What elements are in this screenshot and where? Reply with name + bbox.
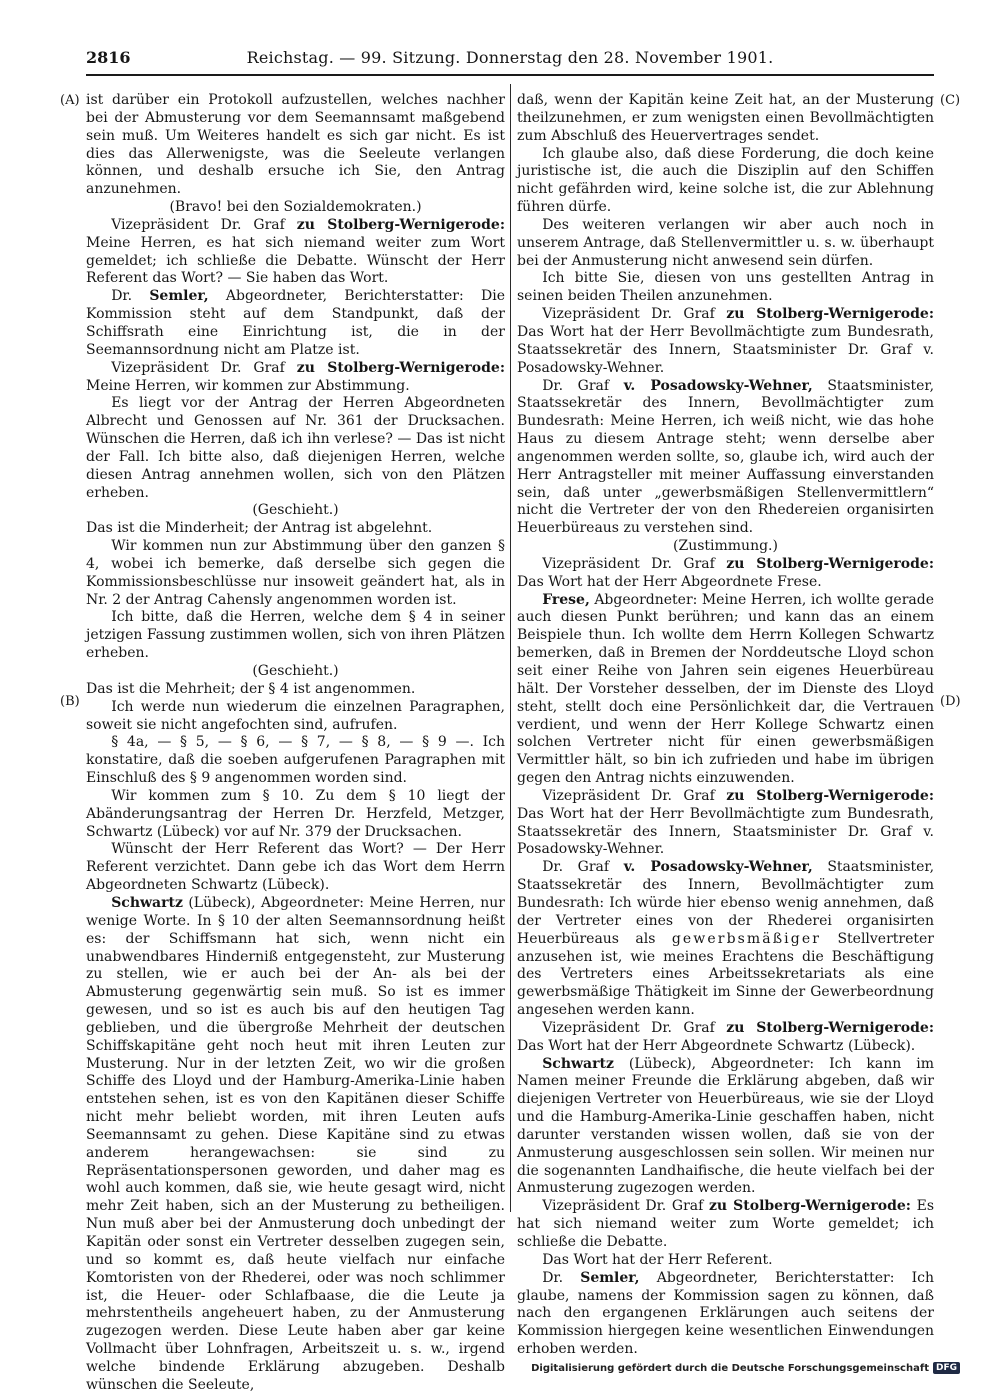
speaker-title: Vizepräsident Dr. Graf <box>111 216 297 233</box>
speech-text: Es hat sich niemand weiter zum Worte gemeldet; ich schließe die Debatte. <box>517 1198 935 1250</box>
margin-mark-b: (B) <box>60 694 80 709</box>
right-column <box>517 92 934 1359</box>
margin-mark-c: (C) <box>940 93 961 108</box>
speaker-name: v. Posadowsky-Wehner, <box>623 377 813 394</box>
speech-text: Das Wort hat der Herr Abgeordnete Schwartz (Lübeck). <box>517 1037 916 1054</box>
speaker-title: Vizepräsident Dr. Graf <box>542 787 727 804</box>
speaker-title: Dr. Graf <box>542 859 624 876</box>
paragraph: Es liegt vor der Antrag der Herren Abgeordneten Albrecht und Genossen auf Nr. 361 der Drucksachen. Wünschen die Herren, daß ich ihn verlese? — Das ist nicht der Fall. Ich bitte also, daß diejenigen Herren, welche diesen Antrag annehmen wollen, sich von den Plätzen erheben. <box>86 395 505 501</box>
speaker-paragraph <box>517 592 934 788</box>
running-head: Reichstag. — 99. Sitzung. Donnerstag den 28. November 1901. <box>246 48 774 67</box>
speaker-title: Vizepräsident Dr. Graf <box>542 1019 727 1036</box>
speaker-paragraph <box>517 1198 934 1252</box>
speech-text: Staatsminister, Staatssekretär des Innern, Bevollmächtigter zum Bundesrath: Meine Herren, ich weiß nicht, wie das hohe Haus zu diesem Antrage steht; wenn derselbe aber angenommen werden sollte, so, glaube ich, wird auch der Herr Antragsteller mit meiner Auffassung einverstanden sein, daß unter „gewerbsmäßigen Stellenvermittlern“ nicht die Vertreter der von den Rhedereien organisirten Heuerbüreaus zu verstehen sind. <box>517 377 935 537</box>
paragraph: Das ist die Mehrheit; der § 4 ist angenommen. <box>86 680 416 697</box>
footer-credit-text: Digitalisierung gefördert durch die Deutsche Forschungsgemeinschaft <box>531 1362 929 1374</box>
speaker-name: zu Stolberg-Wernigerode: <box>296 216 506 233</box>
speaker-title: Vizepräsident Dr. Graf <box>111 359 297 376</box>
speaker-paragraph <box>517 788 934 859</box>
paragraph: Wünscht der Herr Referent das Wort? — Der Herr Referent verzichtet. Dann gebe ich das Wort dem Herrn Abgeordneten Schwartz (Lübeck). <box>86 841 505 894</box>
speaker-paragraph <box>86 360 505 396</box>
page-number: 2816 <box>86 48 131 67</box>
speaker-name: Semler, <box>149 288 209 305</box>
speaker-name: zu Stolberg-Wernigerode: <box>726 306 935 323</box>
stage-direction: (Geschieht.) <box>252 502 339 519</box>
speech-text: Staatsminister, Staatssekretär des Innern, Bevollmächtigter zum Bundesrath: Ich würde hier ebenso wenig annehmen, daß der Vertreter eines von der Rhederei organisirten Heuerbüreaus als <box>517 859 935 947</box>
paragraph: Wir kommen zum § 10. Zu dem § 10 liegt der Abänderungsantrag der Herren Dr. Herzfeld, Metzger, Schwartz (Lübeck) vor auf Nr. 379 der Drucksachen. <box>86 787 505 840</box>
speaker-title: Dr. <box>542 1269 581 1286</box>
paragraph: Des weiteren verlangen wir aber auch noch in unserem Antrage, daß Stellenvermittler u. s. w. überhaupt bei der Anmusterung nicht anwesend sein dürfen. <box>517 216 934 269</box>
margin-mark-a: (A) <box>60 93 80 108</box>
speaker-name: v. Posadowsky-Wehner, <box>623 859 813 876</box>
stage-direction: (Bravo! bei den Sozialdemokraten.) <box>169 199 422 216</box>
paragraph: Das Wort hat der Herr Referent. <box>542 1251 773 1268</box>
column-divider <box>510 84 511 1212</box>
speaker-name: zu Stolberg-Wernigerode: <box>726 787 935 804</box>
speaker-paragraph <box>86 288 505 359</box>
paragraph: Ich bitte Sie, diesen von uns gestellten Antrag in seinen beiden Theilen anzunehmen. <box>517 270 934 305</box>
stage-direction: (Zustimmung.) <box>673 538 778 555</box>
speech-text: (Lübeck), Abgeordneter: Meine Herren, nur wenige Worte. In § 10 der alten Seemannsordnung heißt es: der Schiffsmann hat sich, wenn nicht ein unabwendbares Hinderniß entgegensteht, zur Musterung zu stellen, wie er auch bei der An- als bei der Abmusterung gegenwärtig sein muß. So ist es immer gewesen, und so ist es auch bis auf den heutigen Tag geblieben, und die übergroße Mehrheit der deutschen Schiffskapitäne geht noch heut mit ihren Leuten zur Musterung. Nur in der letzten Zeit, wo wir die großen Schiffe des Lloyd und der Hamburg-Amerika-Linie haben entstehen sehen, ist es von den Kapitänen dieser Schiffe nicht mehr beliebt worden, mit ihren Leuten aufs Seemannsamt zu gehen. Diese Kapitäne sind zu etwas anderem herangewachsen: sie sind zu Repräsentationspersonen geworden, und daher mag es wohl auch kommen, daß sie, wie heute gesagt wird, nicht mehr Zeit haben, sich an der Musterung zu betheiligen. Nun muß aber bei der Anmusterung doch unbedingt der Kapitän oder sonst ein Vertreter desselben zugegen sein, und so kommt es, daß heute vielfach nur einfache Komtoristen von der Rhederei, oder was noch schlimmer ist, die Heuer- oder Schlafbaase, die die Leute ja mehrstentheils angeheuert haben, zu der Anmusterung zugezogen werden. Diese Leute haben aber gar keine Vollmacht über Lohnfragen, Arbeitszeit u. s. w., irgend welche bindende Erklärung abzugeben. Deshalb wünschen die Seeleute, <box>86 894 505 1393</box>
speech-text: Das Wort hat der Herr Abgeordnete Frese. <box>517 573 822 590</box>
speaker-title: Vizepräsident Dr. Graf <box>542 555 727 572</box>
speaker-paragraph <box>517 1056 934 1199</box>
paragraph: daß, wenn der Kapitän keine Zeit hat, an der Musterung theilzunehmen, er zum wenigsten einen Bevollmächtigten zum Abschluß des Heuervertrages sendet. <box>517 92 934 144</box>
speaker-name: Frese, <box>542 591 590 608</box>
emphasized-word: gewerbsmäßiger <box>671 930 822 947</box>
speaker-title: Dr. Graf <box>542 377 624 394</box>
speech-text: Stellvertreter anzusehen ist, wie meines Erachtens die Beschäftigung des Vertreters eines Arbeitssekretariats als eine gewerbsmäßige Thätigkeit im Sinne der Gewerbeordnung angesehen werden kann. <box>517 930 934 1019</box>
left-column <box>86 92 505 1395</box>
speaker-paragraph <box>517 378 934 539</box>
speaker-name: zu Stolberg-Wernigerode: <box>726 555 935 572</box>
speech-text: Abgeordneter, Berichterstatter: Ich glaube, namens der Kommission sagen zu können, daß nach den ergangenen Erklärungen auch seitens der Kommission hiergegen keine wesentlichen Einwendungen erhoben werden. <box>517 1269 935 1358</box>
speech-text: Das Wort hat der Herr Bevollmächtigte zum Bundesrath, Staatssekretär des Innern, Staatsminister Dr. Graf v. Posadowsky-Wehner. <box>517 805 934 858</box>
stage-direction: (Geschieht.) <box>252 663 339 679</box>
paragraph: Ich bitte, daß die Herren, welche dem § 4 in seiner jetzigen Fassung zustimmen wollen, sich von ihren Plätzen erheben. <box>86 609 505 662</box>
margin-mark-d: (D) <box>940 694 961 709</box>
speaker-paragraph <box>517 556 934 592</box>
page-header <box>86 44 934 76</box>
footer-credit <box>531 1362 960 1374</box>
speaker-paragraph <box>86 895 505 1395</box>
paragraph: Ich werde nun wiederum die einzelnen Paragraphen, soweit sie nicht angefochten sind, aufrufen. <box>86 698 505 733</box>
paragraph: Wir kommen nun zur Abstimmung über den ganzen § 4, wobei ich bemerke, daß derselbe sich gegen die Kommissionsbeschlüsse nur insoweit geändert hat, als in Nr. 2 der Antrag Cahensly angenommen worden ist. <box>86 538 505 608</box>
speaker-name: zu Stolberg-Wernigerode: <box>296 359 506 376</box>
speaker-name: Schwartz <box>542 1055 614 1072</box>
paragraph: § 4a, — § 5, — § 6, — § 7, — § 8, — § 9 —. Ich konstatire, daß die soeben aufgerufenen Paragraphen mit Einschluß des § 9 angenommen worden sind. <box>86 734 505 787</box>
paragraph: ist darüber ein Protokoll aufzustellen, welches nachher bei der Abmusterung vor dem Seemannsamt maßgebend sein muß. Um Weiteres handelt es sich gar nicht. Es ist dies das Allerwenigste, was die Seeleute verlangen können, und deshalb ersuche ich Sie, den Antrag anzunehmen. <box>86 92 505 198</box>
speech-text: Meine Herren, wir kommen zur Abstimmung. <box>86 377 410 394</box>
speech-text: Das Wort hat der Herr Bevollmächtigte zum Bundesrath, Staatssekretär des Innern, Staatsminister Dr. Graf v. Posadowsky-Wehner. <box>517 323 934 376</box>
speaker-paragraph <box>517 1020 934 1056</box>
speech-text: (Lübeck), Abgeordneter: Ich kann im Namen meiner Freunde die Erklärung abgeben, daß wir diejenigen Vertreter von Heuerbüreaus, wie sie der Lloyd und die Hamburg-Amerika-Linie geschaffen haben, nicht darunter verstanden wissen wollen, daß sie von der Anmusterung ausgeschlossen sein sollen. Wir meinen nur die sogenannten Landhaifische, die heute vielfach bei der Anmusterung zugezogen werden. <box>517 1055 934 1197</box>
speaker-title: Vizepräsident Dr. Graf <box>542 306 727 323</box>
speaker-title: Vizepräsident Dr. Graf <box>542 1198 709 1215</box>
speaker-paragraph <box>86 217 505 288</box>
speech-text: Abgeordneter: Meine Herren, ich wollte gerade auch diesen Punkt berühren; und kann das an einem Beispiele thun. Ich wollte dem Herrn Kollegen Schwartz bemerken, daß in Bremen der Norddeutsche Lloyd schon seit einer Reihe von Jahren sein eigenes Heuerbüreau hält. Der Vorsteher desselben, der im Dienste des Lloyd steht, stellt doch eine Persönlichkeit dar, die Vertrauen verdient, und wenn der Herr Kollege Schwartz einen solchen Vertreter nicht für einen gewerbsmäßigen Vermittler hält, so bin ich zufrieden und habe im übrigen gegen den Antrag nichts einzuwenden. <box>517 591 934 787</box>
speaker-paragraph <box>517 859 934 1020</box>
speaker-name: Schwartz <box>111 894 183 911</box>
speaker-paragraph <box>517 1270 934 1359</box>
speaker-name: Semler, <box>580 1269 640 1286</box>
speaker-paragraph <box>517 306 934 377</box>
dfg-logo: DFG <box>933 1362 960 1374</box>
speaker-name: zu Stolberg-Wernigerode: <box>726 1019 935 1036</box>
speaker-title: Dr. <box>111 288 150 305</box>
speech-text: Meine Herren, es hat sich niemand weiter zum Wort gemeldet; ich schließe die Debatte. Wünscht der Herr Referent das Wort? — Sie haben das Wort. <box>86 234 505 287</box>
speaker-name: zu Stolberg-Wernigerode: <box>708 1198 911 1215</box>
paragraph: Ich glaube also, daß diese Forderung, die doch keine juristische ist, die auch die Disziplin auf den Schiffen nicht gefährden wird, keine solche ist, die zur Ablehnung führen dürfe. <box>517 145 934 216</box>
speech-text: Abgeordneter, Berichterstatter: Die Kommission steht auf dem Standpunkt, daß der Schiffsrath eine Einrichtung ist, die in der Seemannsordnung nicht am Platze ist. <box>86 288 505 358</box>
paragraph: Das ist die Minderheit; der Antrag ist abgelehnt. <box>86 520 433 537</box>
